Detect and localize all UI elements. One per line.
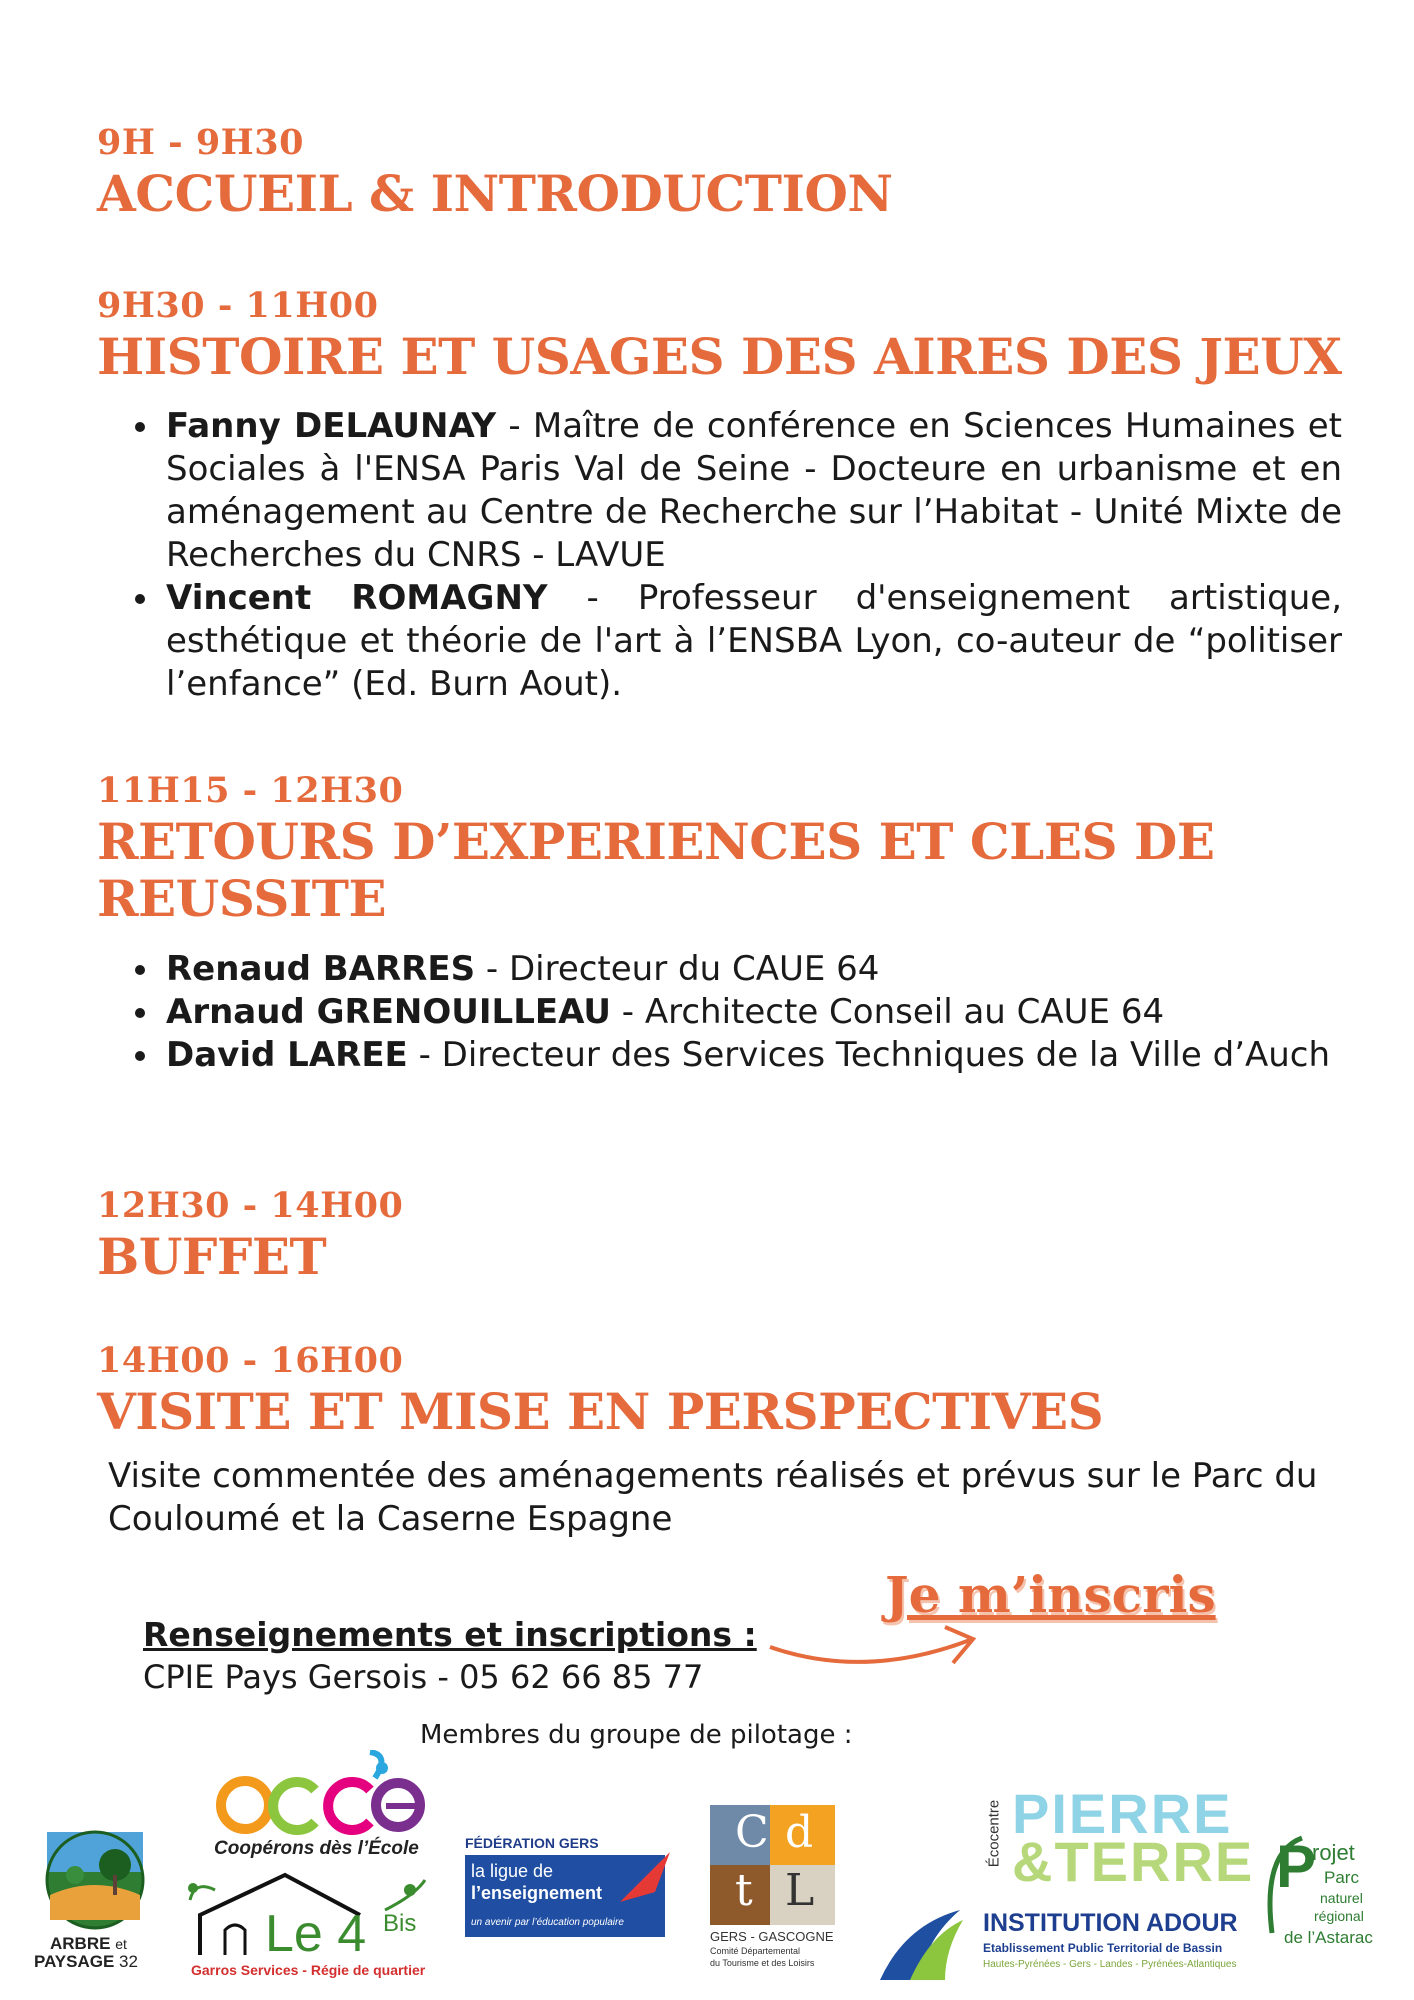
session-title-5: VISITE ET MISE EN PERSPECTIVES bbox=[97, 1382, 1104, 1441]
speaker-name: David LAREE bbox=[166, 1035, 408, 1075]
astarac-naturel: naturel bbox=[1320, 1890, 1363, 1906]
list-item bbox=[162, 948, 1342, 991]
bis-text: Bis bbox=[383, 1910, 417, 1937]
cdtl-line2: Comité Départemental bbox=[710, 1946, 801, 1956]
cdtl-l: L bbox=[785, 1865, 815, 1916]
cdtl-d: d bbox=[785, 1807, 814, 1858]
list-item bbox=[162, 405, 1342, 577]
session-time-5: 14H00 - 16H00 bbox=[97, 1340, 404, 1381]
arbre-paysage-logo bbox=[30, 1830, 160, 1970]
session-time-2: 9H30 - 11H00 bbox=[97, 285, 379, 326]
session-title-1: ACCUEIL & INTRODUCTION bbox=[97, 164, 893, 223]
wave-icon bbox=[875, 1905, 965, 1985]
speaker-desc: - Professeur d'enseignement artistique, esthétique et théorie de l'art à l’ENSBA Lyon, co-auteur de “politiser l’enfance” (Ed. Burn Aout). bbox=[166, 578, 1342, 704]
session-time-1: 9H - 9H30 bbox=[97, 122, 304, 163]
session-title-4: BUFFET bbox=[97, 1227, 327, 1286]
adour-name: INSTITUTION ADOUR bbox=[983, 1909, 1238, 1937]
astarac-rojet: rojet bbox=[1312, 1840, 1355, 1865]
session-title-2: HISTOIRE ET USAGES DES AIRES DES JEUX bbox=[97, 327, 1342, 386]
registration-title: Renseignements et inscriptions : bbox=[143, 1615, 757, 1654]
ligue-logo bbox=[465, 1835, 675, 1945]
pierre-terre-logo bbox=[985, 1782, 1255, 1893]
session-title-3a: RETOURS D’EXPERIENCES ET CLES DE bbox=[97, 812, 1215, 871]
paysage-text: PAYSAGE bbox=[34, 1952, 115, 1971]
ligue-line1: la ligue de bbox=[471, 1861, 554, 1881]
cdtl-c: C bbox=[735, 1807, 769, 1858]
cdtl-logo bbox=[705, 1805, 845, 1975]
ligue-federation: FÉDÉRATION GERS bbox=[465, 1835, 599, 1851]
speaker-desc: - Architecte Conseil au CAUE 64 bbox=[610, 992, 1165, 1032]
speaker-desc: - Directeur du CAUE 64 bbox=[475, 949, 880, 989]
pierre-text: PIERRE bbox=[1012, 1782, 1233, 1845]
le4-text: Le 4 bbox=[265, 1905, 367, 1963]
list-item bbox=[162, 991, 1342, 1034]
register-link[interactable]: Je m’inscris bbox=[885, 1565, 1216, 1624]
arbre-text: ARBRE bbox=[50, 1934, 111, 1953]
astarac-p: P bbox=[1276, 1833, 1317, 1900]
session-time-3: 11H15 - 12H30 bbox=[97, 770, 404, 811]
speaker-name: Arnaud GRENOUILLEAU bbox=[166, 992, 611, 1032]
members-label: Membres du groupe de pilotage : bbox=[420, 1720, 853, 1750]
astarac-regional: régional bbox=[1314, 1908, 1364, 1924]
speaker-desc: - Maître de conférence en Sciences Humaines et Sociales à l'ENSA Paris Val de Seine - Docteure en urbanisme et en aménagement au Centre de Recherche sur l’Habitat - Unité Mixte de Recherches du CNRS - LAVUE bbox=[166, 406, 1342, 575]
session-time-4: 12H30 - 14H00 bbox=[97, 1185, 404, 1226]
occe-tagline: Coopérons dès l’École bbox=[214, 1838, 419, 1859]
list-item bbox=[162, 1034, 1342, 1077]
cdtl-t: t bbox=[735, 1865, 753, 1916]
speaker-name: Fanny DELAUNAY bbox=[166, 406, 497, 446]
adour-regions: Hautes-Pyrénées - Gers - Landes - Pyrénées-Atlantiques bbox=[983, 1959, 1237, 1970]
speaker-name: Vincent ROMAGNY bbox=[166, 578, 548, 618]
ecocentre-text: Écocentre bbox=[985, 1799, 1003, 1868]
speaker-desc: - Directeur des Services Techniques de la Ville d’Auch bbox=[407, 1035, 1331, 1075]
speaker-list-1 bbox=[120, 405, 1342, 706]
arrow-red-icon bbox=[615, 1847, 675, 1907]
adour-sub: Etablissement Public Territorial de Bassin bbox=[983, 1941, 1223, 1955]
astarac-parc: Parc bbox=[1324, 1868, 1359, 1887]
occe-logo bbox=[210, 1750, 430, 1870]
terre-text: &TERRE bbox=[1012, 1830, 1255, 1893]
le4bis-logo bbox=[185, 1870, 435, 1980]
arrow-icon bbox=[765, 1605, 985, 1675]
speaker-list-2 bbox=[120, 948, 1342, 1077]
cdtl-line1: GERS - GASCOGNE bbox=[710, 1929, 834, 1944]
ligue-motto: un avenir par l’éducation populaire bbox=[471, 1917, 624, 1928]
session-text-5: Visite commentée des aménagements réalisés et prévus sur le Parc du Couloumé et la Caserne Espagne bbox=[108, 1456, 1318, 1539]
list-item bbox=[162, 577, 1342, 706]
cdtl-line3: du Tourisme et des Loisirs bbox=[710, 1958, 815, 1968]
arbre-num: 32 bbox=[119, 1952, 138, 1971]
session-title-3b: REUSSITE bbox=[97, 869, 387, 928]
ligue-line2: l’enseignement bbox=[471, 1883, 603, 1903]
astarac-logo bbox=[1262, 1828, 1382, 1978]
astarac-name: de l’Astarac bbox=[1284, 1928, 1373, 1947]
arbre-et: et bbox=[115, 1936, 127, 1952]
occe-icon bbox=[210, 1750, 430, 1835]
institution-adour-logo bbox=[875, 1905, 1255, 1985]
tree-landscape-icon bbox=[40, 1830, 150, 1930]
le4bis-tagline: Garros Services - Régie de quartier bbox=[191, 1962, 426, 1978]
speaker-name: Renaud BARRES bbox=[166, 949, 476, 989]
registration-contact: CPIE Pays Gersois - 05 62 66 85 77 bbox=[143, 1658, 704, 1696]
